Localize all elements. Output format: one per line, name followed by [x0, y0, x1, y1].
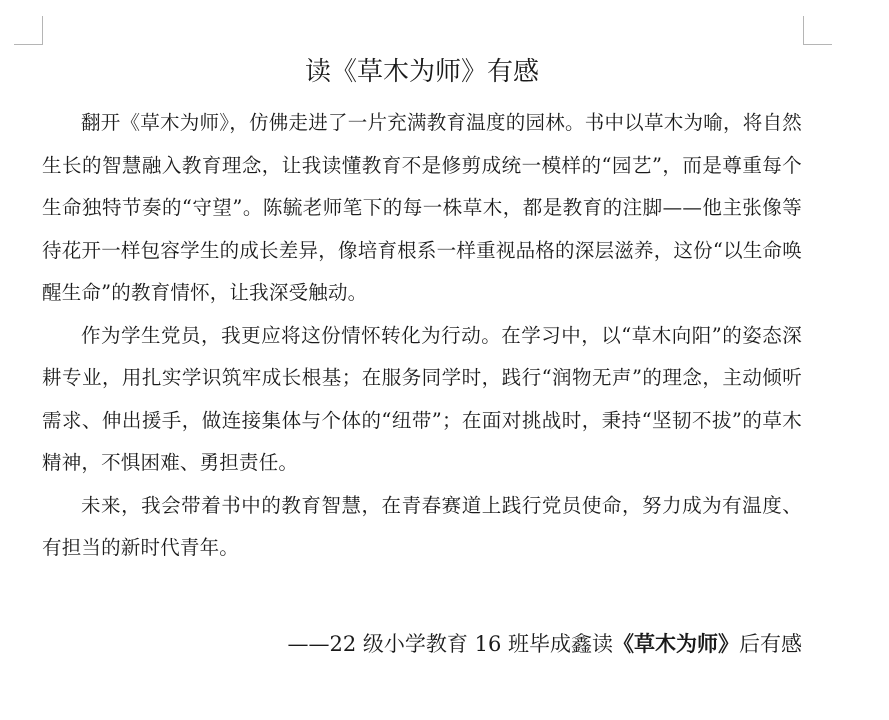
paragraph-2[interactable]: 作为学生党员，我更应将这份情怀转化为行动。在学习中，以“草木向阳”的姿态深耕专业，用扎实学识筑牢成长根基；在服务同学时，践行“润物无声”的理念，主动倾听需求、伸出援手，做连接集体与个体的“纽带”；在面对挑战时，秉持“坚韧不拔”的草木精神，不惧困难、勇担责任。	[42, 323, 802, 474]
paragraph-1[interactable]: 翻开《草木为师》，仿佛走进了一片充满教育温度的园林。书中以草木为喻，将自然生长的智慧融入教育理念，让我读懂教育不是修剪成统一模样的“园艺”，而是尊重每个生命独特节奏的“守望”。陈毓老师笔下的每一株草木，都是教育的注脚——他主张像等待花开一样包容学生的成长差异，像培育根系一样重视品格的深层滋养，这份“以生命唤醒生命”的教育情怀，让我深受触动。	[42, 111, 802, 304]
document-body[interactable]	[42, 102, 802, 570]
signature-prefix: ——22 级小学教育 16 班毕成鑫读	[287, 632, 613, 656]
paragraph-3[interactable]: 未来，我会带着书中的教育智慧，在青春赛道上践行党员使命，努力成为有温度、有担当的新时代青年。	[42, 493, 802, 559]
signature-suffix: 后有感	[739, 632, 802, 656]
signature-line[interactable]	[42, 624, 802, 664]
signature-book-title: 《草木为师》	[613, 631, 739, 656]
document-title[interactable]: 读《草木为师》有感	[304, 57, 539, 87]
top-right-margin-mark	[803, 16, 832, 45]
top-left-margin-mark	[14, 16, 43, 45]
